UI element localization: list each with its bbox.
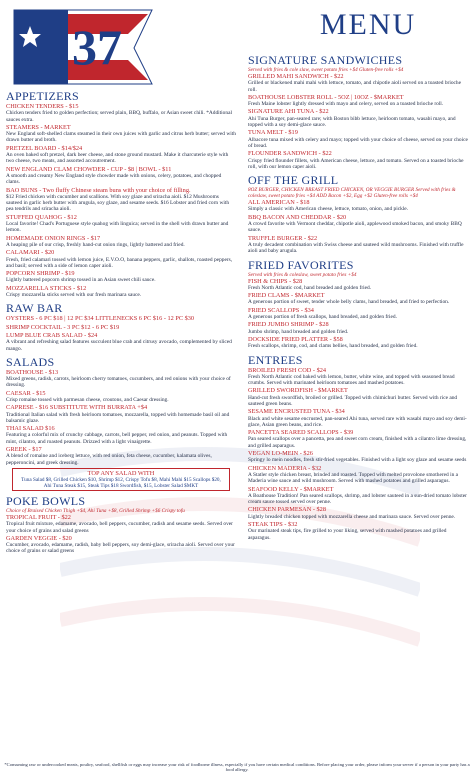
menu-item-name: SEAFOOD KELLY - $MARKET: [248, 485, 334, 493]
menu-item-name: SESAME ENCRUSTED TUNA - $34: [248, 408, 345, 416]
menu-item-description: Crispy fried flounder fillets, with American cheese, lettuce, and tomato. Served on a toasted brioche roll, with our lemon caper aioli.: [248, 157, 464, 170]
menu-item: [248, 387, 470, 407]
menu-item-description: Lightly battered popcorn shrimp tossed in an Asian sweet chili sauce.: [6, 277, 156, 284]
menu-item-description: Tropical fruit mixture, edamame, avocado, bell peppers, cucumber, radish and sesame seeds. Served over your choice of grains and salad greens: [6, 521, 233, 534]
menu-item-description: A smooth and creamy New England style chowder made with onions, celery, potatoes, and chopped clams.: [6, 172, 222, 186]
menu-item: [248, 235, 470, 255]
menu-item-name: SHRIMP COCKTAIL - 3 PC $12 - 6 PC $19: [6, 323, 120, 331]
menu-item-name: STEAK TIPS - $32: [248, 521, 298, 529]
menu-item-name: FRIED SCALLOPS - $34: [248, 306, 314, 314]
menu-item-name: SIGNATURE AHI TUNA - $22: [248, 108, 329, 116]
menu-item-name: BOATHOUSE - $13: [6, 368, 59, 376]
menu-item: [6, 214, 236, 234]
salad-toppings-box: [12, 468, 230, 491]
menu-item-description: Mixed greens, radish, carrots, heirloom cherry tomatoes, cucumbers, and red onions with your choice of dressing.: [6, 376, 231, 389]
menu-item: [6, 446, 236, 466]
menu-item-name: TROPICAL FRUIT - $22: [6, 513, 71, 521]
menu-item: [6, 324, 236, 331]
menu-item-name: CHICKEN PARMESAN - $28: [248, 506, 326, 514]
menu-item-description: Springy lo mein noodles, fresh stir-fried vegetables. Finished with a light soy glaze and sesame seeds: [248, 457, 467, 464]
menu-item-description: Simply a classic with American cheese, lettuce, tomato, onion, and pickle.: [248, 206, 409, 213]
menu-item: [248, 450, 470, 464]
menu-item-description: Fresh North Atlantic cod baked with lemon, butter, white wine, and topped with seasoned bread crumbs. Served with marinated heirloom tomatoes and mashed potatoes.: [248, 373, 455, 387]
menu-item: [6, 315, 236, 322]
menu-item-description: Local favorite! Chad's Portuguese style quahog with linguica; served in the shell with drawn butter and lemon.: [6, 221, 229, 234]
menu-item-description: Hand-cut fresh swordfish, broiled or grilled. Topped with chimichuri butter. Served with rice and sauteed green beans.: [248, 394, 458, 407]
menu-item: [248, 73, 470, 93]
menu-item: [248, 108, 470, 128]
menu-item-name: BAO BUNS - Two fluffy Chinese steam buns with your choice of filling.: [6, 186, 191, 194]
section-heading-fried-favorites: FRIED FAVORITES: [248, 257, 354, 272]
menu-item: [6, 285, 236, 299]
menu-item-description: Grilled or blackened mahi mahi with lettuce, tomato, and chipotle aioli served on a toasted brioche roll.: [248, 80, 462, 93]
menu-item-name: VEGAN LO-MEIN - $26: [248, 450, 313, 458]
menu-item: [6, 145, 236, 165]
salad-toppings-list: Tuna Salad $8, Grilled Chicken $10, Shrimp $12, Crispy Tofu $8, Mahi Mahi $15 Scallops $20, Ahi Tuna Steak $15, Steak Tips $18 Swordfish, $15, Lobster Salad $MKT: [21, 476, 221, 489]
section-heading-raw-bar: RAW BAR: [6, 301, 63, 316]
menu-item-description: Crisp romaine tossed with parmesan cheese, croutons, and Caesar dressing.: [6, 396, 169, 403]
menu-item-name: CAESAR - $15: [6, 389, 46, 397]
menu-item-name: OYSTERS - 6 PC $18 | 12 PC $34 LITTLENECKS 6 PC $16 - 12 PC $30: [6, 315, 195, 323]
menu-item-name: STUFFED QUAHOG - $12: [6, 213, 77, 221]
section-heading-appetizers: APPETIZERS: [6, 89, 80, 103]
menu-item-description: A blend of romaine and iceberg lettuce, with red onion, feta cheese, cucumber, kalamata olives, pepperoncini, and greek dressing.: [6, 453, 212, 466]
menu-item: [6, 425, 236, 445]
menu-item: [248, 321, 470, 335]
menu-item: [6, 249, 236, 269]
menu-item-name: CAPRESE - $16 SUBSTITUTE WITH BURRATA +$4: [6, 404, 148, 412]
menu-item-name: DOCKSIDE FRIED PLATTER - $58: [248, 335, 343, 343]
menu-item: [248, 292, 470, 306]
menu-item-description: Fresh, fried calamari tossed with lemon juice, E.V.O.O, banana peppers, garlic, shallots, roasted peppers, and basil; served with a side of lemon caper aioli.: [6, 256, 233, 269]
menu-item-description: Black and white sesame encrusted, pan-seared Ahi tuna, served rare with wasabi mayo and soy demi-glace, Asian green beans, and rice.: [248, 415, 467, 428]
menu-item-name: NEW ENGLAND CLAM CHOWDER - CUP - $8 | BOWL - $11: [6, 165, 172, 173]
menu-item-description: Traditional Italian salad with fresh heirloom tomatoes, mozzarella, topped with homemade basil oil and balsamic glaze.: [6, 411, 230, 424]
menu-item-name: TUNA MELT - $19: [248, 129, 298, 137]
section-heading-salads: SALADS: [6, 354, 55, 369]
menu-item-description: Fresh Maine lobster lightly dressed with mayo and celery, served on a toasted brioche roll.: [248, 101, 444, 108]
menu-item-name: BROILED FRESH COD - $24: [248, 366, 327, 374]
menu-item-description: A crowd favorite with Vermont cheddar, chipotle aioli, applewood smoked bacon, and smoky BBQ sauce.: [248, 221, 462, 234]
menu-item: [248, 94, 470, 108]
menu-item-description: Albacore tuna mixed with celery and mayo; topped with your choice of cheese, served on your choice of bread.: [248, 136, 468, 149]
menu-item-name: FRIED JUMBO SHRIMP - $28: [248, 321, 329, 329]
section-subtitle: 8OZ BURGER, CHICKEN BREAST FRIED CHICKEN, OR VEGGIE BURGER Served with fries & coleslaw, sweet potato fries +$4 ADD Bacon +$2, Egg +$2 Gluten-free rolls +$4: [248, 187, 456, 200]
menu-item: [6, 404, 236, 424]
menu-item-name: GARDEN VEGGIE - $20: [6, 534, 72, 542]
menu-item-description: A truly decadent combination with Swiss cheese and sauteed wild mushrooms. Finished with truffle aioli and baby arugula.: [248, 241, 464, 255]
menu-item: [6, 103, 236, 123]
menu-item-name: FISH & CHIPS - $28: [248, 277, 303, 285]
menu-item-description: Chicken tenders fried to golden perfection; served plain, BBQ, buffalo, or Asian sweet chili. *Additional sauces extra.: [6, 110, 232, 123]
menu-item: [6, 187, 236, 213]
section-heading-off-the-grill: OFF THE GRILL: [248, 173, 339, 188]
boathouse-flag-logo: [8, 4, 158, 86]
menu-item-name: PRETZEL BOARD - $14/$24: [6, 144, 83, 152]
menu-item-description: New England soft-shelled clams steamed in their own juices with garlic and citrus herb butter; served with drawn butter and broth.: [6, 131, 236, 144]
section-subtitle: Choice of Braised Chicken Thigh +$4, Ahi Tuna +$8, Grilled Shrimp +$6 Crispy tofu: [6, 507, 185, 514]
svg-text:37: 37: [72, 19, 122, 75]
allergy-disclaimer: *Consuming raw or undercooked meats, poultry, seafood, shellfish or eggs may increase your risk of foodborne illness, especially if you have certain medical conditions. Before placing your order, please inform your server if a person in your party has a food allergy.: [4, 762, 470, 773]
menu-item: [6, 514, 236, 534]
menu-item-description: A generous portion of fresh scallops, hand breaded, and golden fried.: [248, 314, 397, 321]
menu-item-description: A generous portion of sweet, tender whole belly clams, hand breaded, and fried to perfection.: [248, 299, 450, 306]
menu-item: [6, 235, 236, 249]
menu-item-name: POPCORN SHRIMP - $19: [6, 270, 75, 278]
menu-item-name: STEAMERS - MARKET: [6, 123, 71, 131]
menu-item-name: LUMP BLUE CRAB SALAD - $24: [6, 331, 98, 339]
menu-item-description: An oven baked soft pretzel, dark beer cheese, and stone ground mustard. Make it charcuterie style with two cheese, two meats, and assorted accoutrement.: [6, 152, 229, 165]
menu-item: [248, 278, 470, 292]
menu-item: [248, 150, 470, 170]
menu-item: [248, 429, 470, 449]
section-heading-entrees: ENTREES: [248, 352, 303, 367]
right-column: [248, 50, 470, 542]
menu-item-name: GRILLED SWORDFISH - $MARKET: [248, 387, 348, 395]
menu-item: [6, 124, 236, 144]
menu-item-description: Crispy mozzarella sticks served with our fresh marinara sauce.: [6, 292, 142, 299]
menu-item: [6, 535, 236, 555]
menu-item: [248, 214, 470, 234]
menu-item-name: MOZZARELLA STICKS - $12: [6, 284, 87, 292]
menu-item-name: BOATHOUSE LOBSTER ROLL - 5OZ | 10OZ - $MARKET: [248, 93, 404, 101]
menu-item-name: TRUFFLE BURGER - $22: [248, 234, 318, 242]
menu-item-description: Featuring a colorful mix of crunchy cabbage, carrots, bell pepper, red onion, and peanuts. Topped with mint, cilantro, and roasted peanuts. Drizzed with a light vinaigrette.: [6, 432, 228, 445]
left-column: [6, 86, 236, 556]
menu-item: [6, 332, 236, 352]
menu-item-name: HOMEMADE ONION RINGS - $17: [6, 234, 101, 242]
menu-item: [6, 166, 236, 186]
menu-item-name: CHICKEN TENDERS - $15: [6, 103, 79, 110]
menu-item-name: GREEK - $17: [6, 446, 42, 454]
menu-item: [248, 465, 470, 485]
menu-item: [6, 270, 236, 284]
section-subtitle: Served with fries & cole slaw, sweet potato fries +$4 Gluten-free rolls +$4: [248, 67, 404, 73]
menu-item: [248, 367, 470, 387]
menu-item-name: PANCETTA SEARED SCALLOPS - $39: [248, 429, 354, 437]
menu-item: [6, 369, 236, 389]
menu-item: [248, 336, 470, 350]
menu-item: [248, 307, 470, 321]
menu-item: [248, 199, 470, 213]
section-heading-poke-bowls: POKE BOWLS: [6, 493, 86, 508]
menu-item-description: Lightly breaded chicken topped with mozzarella cheese and marinara sauce. Served over penne.: [248, 513, 456, 520]
menu-item-description: Our marinated steak tips, fire grilled to your liking, served with mashed potatoes and grilled asparagus.: [248, 528, 447, 541]
menu-item-name: FLOUNDER SANDWICH - $22: [248, 150, 332, 158]
menu-item: [248, 506, 470, 520]
menu-item-name: GRILLED MAHI SANDWICH - $22: [248, 73, 344, 80]
menu-item-description: Cucumber, avocado, edamame, radish, baby bell peppers, soy demi-glace, sriracha aioli. Served over your choice of grains or salad greens: [6, 542, 235, 555]
menu-item-description: Fresh scallops, shrimp, cod, and clams bellies, hand breaded, and golden fried.: [248, 343, 418, 350]
menu-item: [248, 408, 470, 428]
menu-item: [6, 390, 236, 404]
section-heading-signature-sandwiches: SIGNATURE SANDWICHES: [248, 53, 403, 67]
page-title: MENU: [319, 8, 417, 41]
menu-item: [248, 129, 470, 149]
menu-item-name: BBQ BACON AND CHEDDAR - $20: [248, 213, 347, 221]
menu-item-name: THAI SALAD $16: [6, 425, 55, 433]
menu-item: [248, 486, 470, 506]
menu-item-description: A vibrant and refreshing salad features succulent blue crab and citrusy avocado, complemented by sliced mango.: [6, 339, 232, 352]
menu-item-name: ALL AMERICAN - $18: [248, 199, 310, 207]
menu-item-description: A heaping pile of our crisp, freshly hand-cut onion rings, lightly battered and fried.: [6, 241, 185, 248]
menu-item-name: CHICKEN MADERIA - $32: [248, 464, 322, 472]
salad-toppings-title: TOP ANY SALAD WITH: [87, 469, 155, 477]
section-subtitle: Served with fries & coleslaw, sweet potato fries +$4: [248, 271, 357, 278]
menu-item: [248, 521, 470, 541]
menu-item-description: Jumbo shrimp, hand breaded and golden fried.: [248, 328, 349, 335]
menu-item-description: A Statler style chicken breast, brinded and roasted. Topped with melted provolone smothered in a Maderia wine sauce and wild mushroom. Served with mashed potatoes and grilled asparagus.: [248, 471, 459, 485]
menu-item-name: CALAMARI - $20: [6, 249, 55, 257]
menu-item-description: A Boathouse Tradition! Pan seared scallops, shrimp, and lobster sauteed in a sun-dried tomato lobster cream sauce tossed served over penne.: [248, 492, 467, 506]
menu-item-description: Pan seared scallops over a pancetta, pea and sweet corn cream, finished with a cilantro lime dressing, and grilled asparagus.: [248, 436, 467, 449]
menu-item-description: $12 Fried chicken with cucumber and scallions. With soy glaze and sriracha aioli. $12 Mushrooms sauteed in garlic herb butter with arugula, soy glaze, and sesame seeds. $16 Lobster and fried corn with pea tendrils and sriracha aioli.: [6, 193, 230, 213]
menu-item-description: Fresh North Atlantic cod, hand breaded and golden fried.: [248, 284, 372, 291]
menu-item-name: FRIED CLAMS - $MARKET: [248, 292, 325, 300]
menu-item-description: Ahi Tuna Burger, pan-seared rare; with Boston bibb lettuce, heirloom tomato, wasabi mayo, and topped with a soy demi-glace sauce.: [248, 115, 456, 129]
